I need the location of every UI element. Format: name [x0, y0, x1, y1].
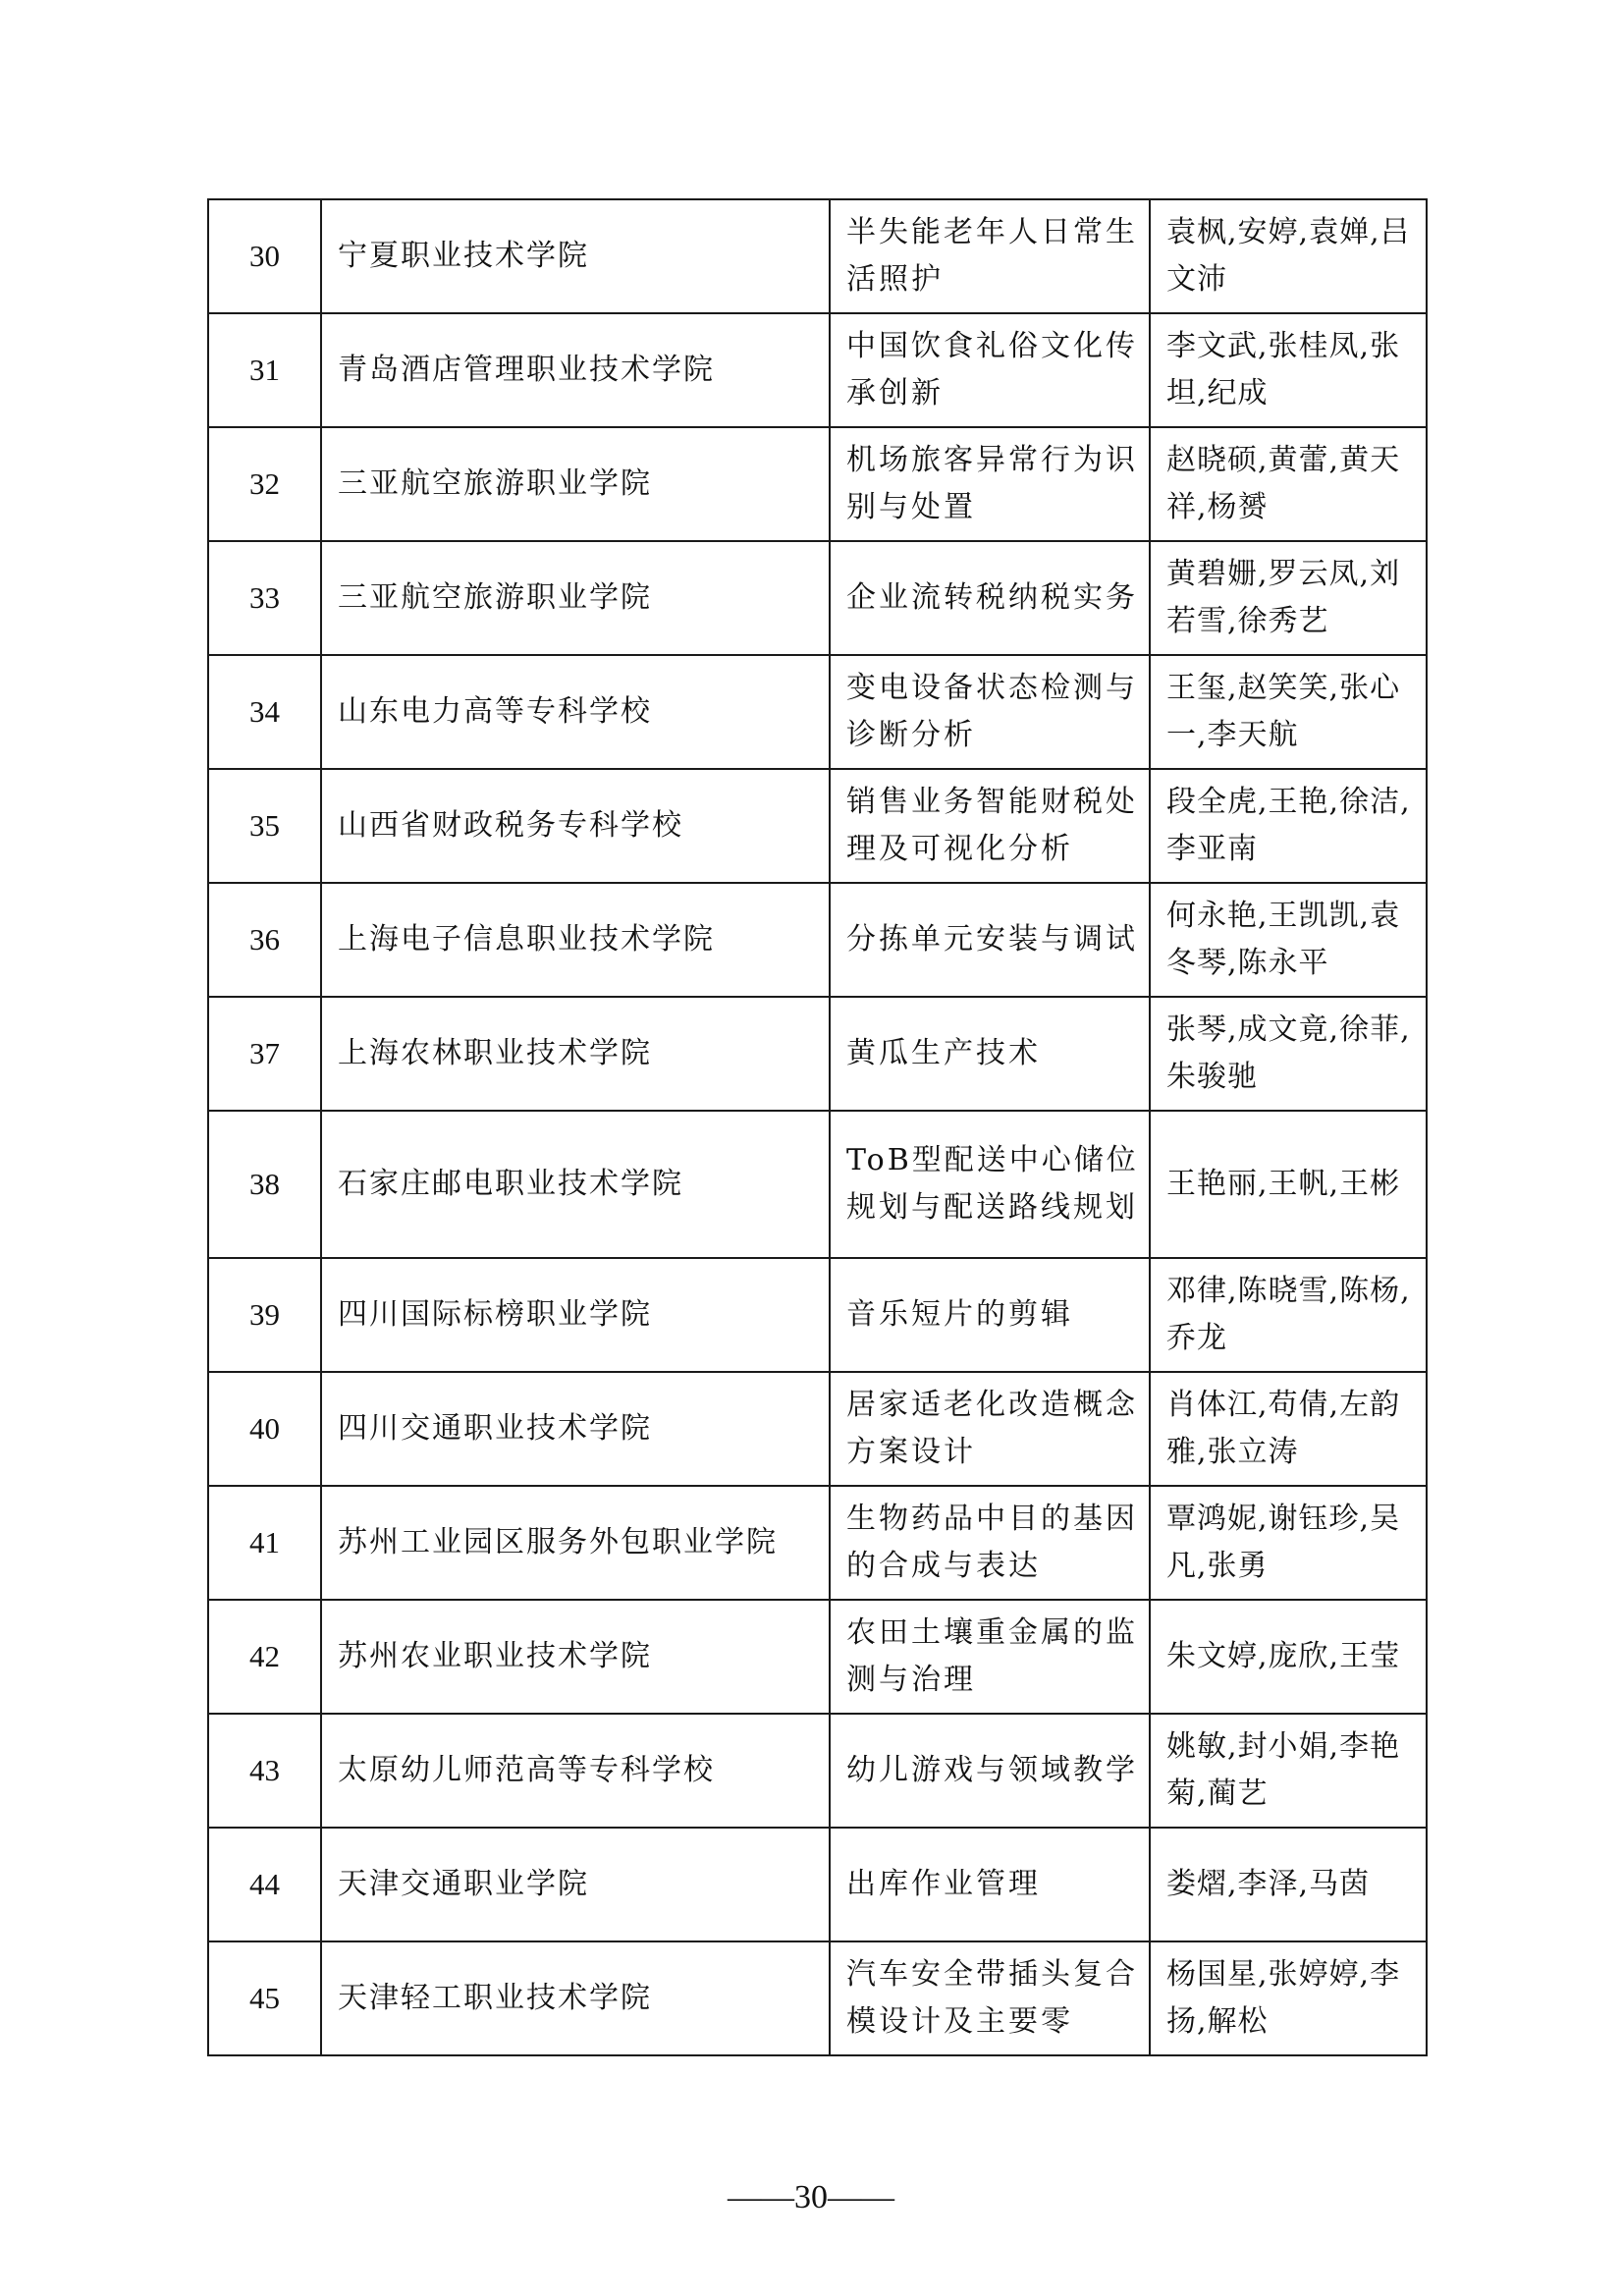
- course-title: [830, 313, 1150, 427]
- team-members-text: 王玺,赵笑笑,张心一,李天航: [1166, 671, 1401, 752]
- course-title-text: 汽车安全带插头复合模设计及主要零: [846, 1957, 1138, 2039]
- table-row: [208, 199, 1427, 313]
- school-name: 四川国际标榜职业学院: [321, 1258, 830, 1372]
- team-members-text: 黄碧姗,罗云凤,刘若雪,徐秀艺: [1166, 557, 1401, 638]
- team-members-text: 邓律,陈晓雪,陈杨,乔龙: [1166, 1274, 1411, 1355]
- course-title-text: 半失能老年人日常生活照护: [846, 215, 1138, 297]
- course-title: [830, 1111, 1150, 1258]
- row-number: 37: [208, 997, 321, 1111]
- row-number: 45: [208, 1941, 321, 2055]
- table-row: [208, 1258, 1427, 1372]
- course-title-text: 出库作业管理: [846, 1867, 1041, 1901]
- row-number: 44: [208, 1828, 321, 1941]
- table-row: [208, 769, 1427, 883]
- course-title: [830, 1828, 1150, 1941]
- row-number: 40: [208, 1372, 321, 1486]
- course-title-text: 销售业务智能财税处理及可视化分析: [846, 785, 1138, 866]
- table-row: [208, 655, 1427, 769]
- school-name: 天津交通职业学院: [321, 1828, 830, 1941]
- school-name: 青岛酒店管理职业技术学院: [321, 313, 830, 427]
- table-row: [208, 883, 1427, 997]
- team-members: [1150, 313, 1427, 427]
- school-name: 宁夏职业技术学院: [321, 199, 830, 313]
- team-members: [1150, 883, 1427, 997]
- team-members: [1150, 1372, 1427, 1486]
- course-title: [830, 1372, 1150, 1486]
- course-title: [830, 1600, 1150, 1714]
- row-number: 35: [208, 769, 321, 883]
- team-members-text: 覃鸿妮,谢钰珍,吴凡,张勇: [1166, 1502, 1401, 1583]
- table-row: [208, 997, 1427, 1111]
- team-members: [1150, 199, 1427, 313]
- table-row: [208, 1600, 1427, 1714]
- course-title-text: 企业流转税纳税实务: [846, 580, 1138, 615]
- row-number: 42: [208, 1600, 321, 1714]
- table-row: [208, 541, 1427, 655]
- team-members: [1150, 997, 1427, 1111]
- team-members: [1150, 1600, 1427, 1714]
- table-row: [208, 427, 1427, 541]
- team-members-text: 姚敏,封小娟,李艳菊,蔺艺: [1166, 1729, 1401, 1811]
- school-name: 苏州工业园区服务外包职业学院: [321, 1486, 830, 1600]
- course-title-text: 音乐短片的剪辑: [846, 1297, 1073, 1332]
- team-members-text: 杨国星,张婷婷,李扬,解松: [1166, 1957, 1401, 2039]
- team-members-text: 王艳丽,王帆,王彬: [1166, 1167, 1401, 1201]
- team-members: [1150, 1486, 1427, 1600]
- school-name: 苏州农业职业技术学院: [321, 1600, 830, 1714]
- course-table: [207, 198, 1428, 2056]
- course-title: [830, 541, 1150, 655]
- team-members-text: 娄熠,李泽,马茵: [1166, 1867, 1371, 1901]
- team-members-text: 李文武,张桂凤,张坦,纪成: [1166, 329, 1401, 410]
- team-members-text: 赵晓硕,黄蕾,黄天祥,杨赟: [1166, 443, 1401, 524]
- team-members-text: 肖体江,苟倩,左韵雅,张立涛: [1166, 1388, 1401, 1469]
- row-number: 43: [208, 1714, 321, 1828]
- school-name: 山东电力高等专科学校: [321, 655, 830, 769]
- school-name: 三亚航空旅游职业学院: [321, 541, 830, 655]
- row-number: 34: [208, 655, 321, 769]
- table-row: [208, 1941, 1427, 2055]
- row-number: 36: [208, 883, 321, 997]
- team-members-text: 袁枫,安婷,袁婵,吕文沛: [1166, 215, 1411, 297]
- row-number: 33: [208, 541, 321, 655]
- course-title-text: 中国饮食礼俗文化传承创新: [846, 329, 1138, 410]
- team-members: [1150, 1828, 1427, 1941]
- course-title: [830, 997, 1150, 1111]
- table-row: [208, 313, 1427, 427]
- team-members: [1150, 541, 1427, 655]
- school-name: 天津轻工职业技术学院: [321, 1941, 830, 2055]
- course-title-text: ToB型配送中心储位规划与配送路线规划: [846, 1143, 1139, 1225]
- school-name: 四川交通职业技术学院: [321, 1372, 830, 1486]
- course-title: [830, 655, 1150, 769]
- course-title-text: 变电设备状态检测与诊断分析: [846, 671, 1138, 752]
- course-title: [830, 1258, 1150, 1372]
- team-members: [1150, 1714, 1427, 1828]
- course-title: [830, 1941, 1150, 2055]
- school-name: 三亚航空旅游职业学院: [321, 427, 830, 541]
- team-members: [1150, 1941, 1427, 2055]
- table-row: [208, 1714, 1427, 1828]
- table-row: [208, 1828, 1427, 1941]
- page-number: ——30——: [728, 2179, 894, 2215]
- row-number: 39: [208, 1258, 321, 1372]
- team-members-text: 何永艳,王凯凯,袁冬琴,陈永平: [1166, 899, 1401, 980]
- course-title-text: 黄瓜生产技术: [846, 1036, 1041, 1070]
- team-members: [1150, 427, 1427, 541]
- row-number: 30: [208, 199, 321, 313]
- school-name: 石家庄邮电职业技术学院: [321, 1111, 830, 1258]
- row-number: 32: [208, 427, 321, 541]
- course-title-text: 农田土壤重金属的监测与治理: [846, 1615, 1138, 1697]
- row-number: 38: [208, 1111, 321, 1258]
- team-members-text: 段全虎,王艳,徐洁,李亚南: [1166, 785, 1411, 866]
- table-row: [208, 1372, 1427, 1486]
- course-title: [830, 1486, 1150, 1600]
- team-members-text: 张琴,成文竟,徐菲,朱骏驰: [1166, 1012, 1411, 1094]
- course-title-text: 机场旅客异常行为识别与处置: [846, 443, 1138, 524]
- course-title: [830, 199, 1150, 313]
- course-title: [830, 883, 1150, 997]
- course-title: [830, 769, 1150, 883]
- school-name: 上海农林职业技术学院: [321, 997, 830, 1111]
- team-members: [1150, 769, 1427, 883]
- school-name: 上海电子信息职业技术学院: [321, 883, 830, 997]
- course-title-text: 幼儿游戏与领域教学: [846, 1753, 1138, 1787]
- team-members: [1150, 1111, 1427, 1258]
- course-title-text: 生物药品中目的基因的合成与表达: [846, 1502, 1138, 1583]
- course-title: [830, 427, 1150, 541]
- team-members: [1150, 655, 1427, 769]
- course-title-text: 分拣单元安装与调试: [846, 922, 1138, 957]
- table-row: [208, 1486, 1427, 1600]
- row-number: 41: [208, 1486, 321, 1600]
- table-row: [208, 1111, 1427, 1258]
- row-number: 31: [208, 313, 321, 427]
- school-name: 太原幼儿师范高等专科学校: [321, 1714, 830, 1828]
- course-title-text: 居家适老化改造概念方案设计: [846, 1388, 1138, 1469]
- course-title: [830, 1714, 1150, 1828]
- team-members: [1150, 1258, 1427, 1372]
- school-name: 山西省财政税务专科学校: [321, 769, 830, 883]
- team-members-text: 朱文婷,庞欣,王莹: [1166, 1639, 1401, 1673]
